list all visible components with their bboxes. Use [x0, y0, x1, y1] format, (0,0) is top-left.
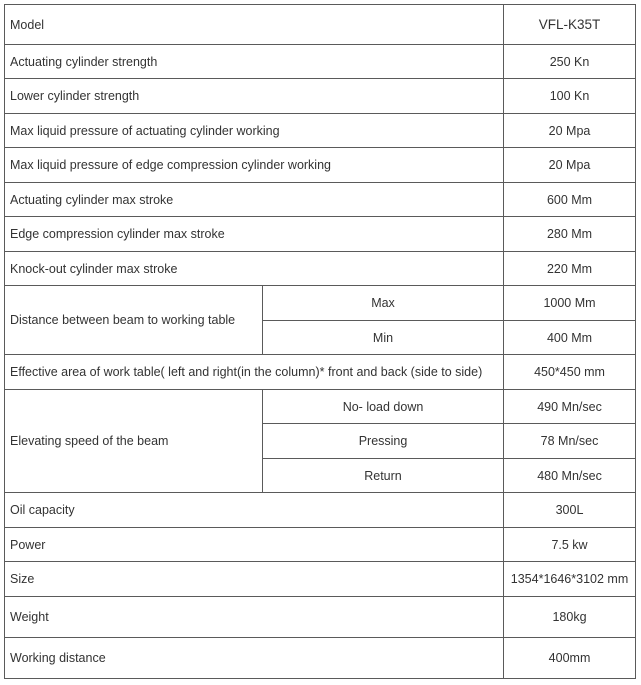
max-pressure-actuating-value: 20 Mpa — [504, 114, 636, 148]
table-row-max-pressure-actuating — [5, 114, 636, 148]
table-row-weight — [5, 597, 636, 638]
table-row-working-distance — [5, 638, 636, 679]
model-value: VFL-K35T — [504, 5, 636, 45]
table-row-oil-capacity — [5, 493, 636, 528]
table-row-beam-distance-max — [5, 286, 636, 321]
max-pressure-actuating-label: Max liquid pressure of actuating cylinder working — [5, 114, 504, 148]
actuating-stroke-value: 600 Mm — [504, 183, 636, 217]
weight-value: 180kg — [504, 597, 636, 638]
elevating-return-label: Return — [263, 459, 504, 493]
elevating-pressing-label: Pressing — [263, 424, 504, 459]
edge-stroke-value: 280 Mm — [504, 217, 636, 252]
oil-capacity-value: 300L — [504, 493, 636, 528]
lower-strength-label: Lower cylinder strength — [5, 79, 504, 114]
beam-distance-max-value: 1000 Mm — [504, 286, 636, 321]
actuating-stroke-label: Actuating cylinder max stroke — [5, 183, 504, 217]
elevating-no-load-label: No- load down — [263, 390, 504, 424]
beam-distance-label: Distance between beam to working table — [5, 286, 263, 355]
size-label: Size — [5, 562, 504, 597]
table-row-size — [5, 562, 636, 597]
edge-stroke-label: Edge compression cylinder max stroke — [5, 217, 504, 252]
max-pressure-edge-label: Max liquid pressure of edge compression cylinder working — [5, 148, 504, 183]
weight-label: Weight — [5, 597, 504, 638]
beam-distance-min-value: 400 Mm — [504, 321, 636, 355]
elevating-return-value: 480 Mn/sec — [504, 459, 636, 493]
effective-area-label: Effective area of work table( left and right(in the column)* front and back (side to side) — [5, 355, 504, 390]
oil-capacity-label: Oil capacity — [5, 493, 504, 528]
table-row-actuating-stroke — [5, 183, 636, 217]
knockout-stroke-label: Knock-out cylinder max stroke — [5, 252, 504, 286]
size-value: 1354*1646*3102 mm — [504, 562, 636, 597]
power-label: Power — [5, 528, 504, 562]
table-row-effective-area — [5, 355, 636, 390]
elevating-no-load-value: 490 Mn/sec — [504, 390, 636, 424]
table-row-max-pressure-edge — [5, 148, 636, 183]
model-label: Model — [5, 5, 504, 45]
spec-table — [4, 4, 636, 679]
actuating-strength-value: 250 Kn — [504, 45, 636, 79]
table-row-elevating-no-load — [5, 390, 636, 424]
table-row-lower-strength — [5, 79, 636, 114]
table-row-edge-stroke — [5, 217, 636, 252]
table-row-power — [5, 528, 636, 562]
elevating-pressing-value: 78 Mn/sec — [504, 424, 636, 459]
working-distance-value: 400mm — [504, 638, 636, 679]
beam-distance-max-label: Max — [263, 286, 504, 321]
elevating-speed-label: Elevating speed of the beam — [5, 390, 263, 493]
working-distance-label: Working distance — [5, 638, 504, 679]
effective-area-value: 450*450 mm — [504, 355, 636, 390]
table-row-knockout-stroke — [5, 252, 636, 286]
table-row-model — [5, 5, 636, 45]
max-pressure-edge-value: 20 Mpa — [504, 148, 636, 183]
power-value: 7.5 kw — [504, 528, 636, 562]
actuating-strength-label: Actuating cylinder strength — [5, 45, 504, 79]
knockout-stroke-value: 220 Mm — [504, 252, 636, 286]
beam-distance-min-label: Min — [263, 321, 504, 355]
table-row-actuating-strength — [5, 45, 636, 79]
lower-strength-value: 100 Kn — [504, 79, 636, 114]
